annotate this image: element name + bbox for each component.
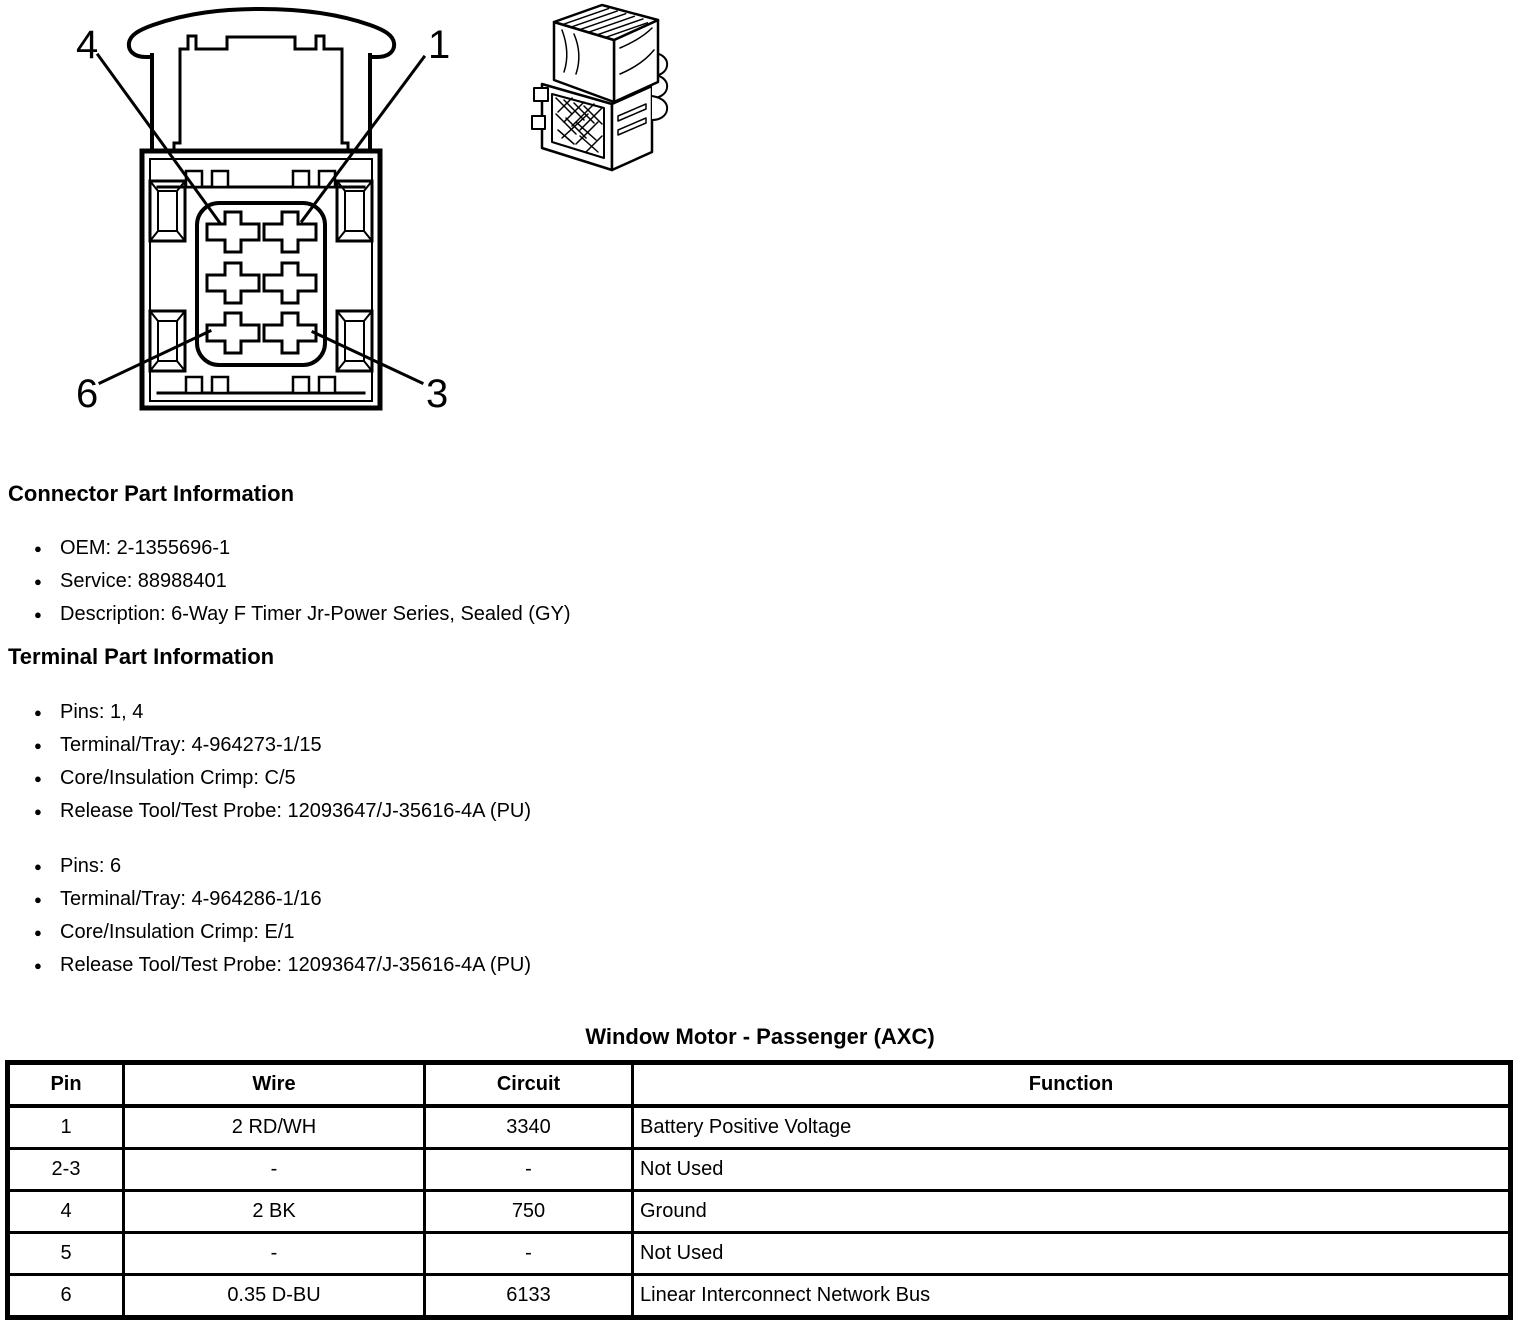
wire-cell: -: [124, 1233, 425, 1275]
wire-cell: -: [124, 1149, 425, 1191]
table-row: [8, 1106, 1511, 1149]
pin-cavity-3: [264, 313, 316, 353]
bullet-icon: ●: [34, 771, 42, 786]
list-item-release-tool: [30, 949, 531, 982]
table-row: [8, 1191, 1511, 1233]
table-row: [8, 1149, 1511, 1191]
pin-label-top-right: 1: [428, 23, 451, 67]
list-item-service: [30, 565, 571, 598]
connector-neck-outer: [152, 55, 370, 151]
circuit-cell: -: [425, 1233, 633, 1275]
list-item-text: Description: 6-Way F Timer Jr-Power Series, Sealed (GY): [60, 603, 571, 625]
circuit-cell: 6133: [425, 1275, 633, 1318]
circuit-cell: -: [425, 1149, 633, 1191]
connector-3d-view: [528, 2, 670, 180]
list-item-text: Release Tool/Test Probe: 12093647/J-35616-4A (PU): [60, 954, 532, 976]
circuit-cell: 3340: [425, 1106, 633, 1149]
list-item-text: Terminal/Tray: 4-964286-1/16: [60, 888, 322, 910]
bullet-icon: ●: [34, 574, 42, 589]
header-function: Function: [633, 1063, 1511, 1107]
pin-cell: 1: [8, 1106, 124, 1149]
leader-line-pin3: [313, 332, 422, 383]
leader-line-pin6: [100, 331, 210, 383]
bullet-icon: ●: [34, 958, 42, 973]
list-item-pins: [30, 696, 531, 729]
bullet-icon: ●: [34, 804, 42, 819]
connector-part-info-heading: Connector Part Information: [8, 481, 295, 506]
circuit-cell: 750: [425, 1191, 633, 1233]
bullet-icon: ●: [34, 859, 42, 874]
bullet-icon: ●: [34, 541, 42, 556]
list-item-description: [30, 598, 571, 631]
function-cell: Not Used: [633, 1233, 1511, 1275]
pin-cell: 4: [8, 1191, 124, 1233]
pin-cell: 2-3: [8, 1149, 124, 1191]
bullet-icon: ●: [34, 892, 42, 907]
list-item-oem: [30, 532, 571, 565]
list-item-core-crimp: [30, 762, 531, 795]
table-row: [8, 1233, 1511, 1275]
list-item-terminal-tray: [30, 729, 531, 762]
pin-label-bottom-right: 3: [426, 372, 449, 416]
header-wire: Wire: [124, 1063, 425, 1107]
side-latch-bottom-right: [337, 311, 372, 371]
table-title: Window Motor - Passenger (AXC): [585, 1024, 935, 1049]
pin-label-top-left: 4: [76, 23, 99, 67]
side-latch-top-right: [337, 181, 372, 241]
header-circuit: Circuit: [425, 1063, 633, 1107]
list-item-pins: [30, 850, 531, 883]
pin-cavity-2: [264, 263, 316, 303]
list-item-text: Pins: 1, 4: [60, 701, 144, 723]
table-row: [8, 1275, 1511, 1318]
bullet-icon: ●: [34, 738, 42, 753]
left-latch-upper: [534, 88, 548, 101]
connector-cap: [129, 9, 394, 57]
list-item-text: Core/Insulation Crimp: E/1: [60, 921, 295, 943]
wire-cell: 2 BK: [124, 1191, 425, 1233]
list-item-text: Pins: 6: [60, 855, 122, 877]
pin-cell: 6: [8, 1275, 124, 1318]
pin-cavity-5: [207, 263, 259, 303]
pin-label-bottom-left: 6: [76, 372, 99, 416]
terminal-part-info-heading: Terminal Part Information: [8, 644, 275, 669]
side-latch-top-left: [150, 181, 185, 241]
function-cell: Linear Interconnect Network Bus: [633, 1275, 1511, 1318]
table-header-row: [8, 1063, 1511, 1107]
pin-cell: 5: [8, 1233, 124, 1275]
list-item-core-crimp: [30, 916, 531, 949]
function-cell: Battery Positive Voltage: [633, 1106, 1511, 1149]
top-key-teeth: [186, 171, 335, 187]
left-latch-lower: [532, 116, 545, 129]
bullet-icon: ●: [34, 607, 42, 622]
connector-part-info-list: [30, 532, 571, 631]
list-item-text: Core/Insulation Crimp: C/5: [60, 767, 296, 789]
wire-cell: 0.35 D-BU: [124, 1275, 425, 1318]
list-item-terminal-tray: [30, 883, 531, 916]
list-item-text: Terminal/Tray: 4-964273-1/15: [60, 734, 322, 756]
wire-cell: 2 RD/WH: [124, 1106, 425, 1149]
terminal-info-group-2: [30, 850, 531, 982]
connector-face-diagram: [70, 5, 480, 430]
function-cell: Ground: [633, 1191, 1511, 1233]
bullet-icon: ●: [34, 705, 42, 720]
header-pin: Pin: [8, 1063, 124, 1107]
terminal-info-group-1: [30, 696, 531, 828]
pinout-table: [5, 1060, 1513, 1320]
pin-cavity-6: [207, 313, 259, 353]
pin-cavity-1: [264, 212, 316, 252]
list-item-text: OEM: 2-1355696-1: [60, 537, 231, 559]
side-latch-bottom-left: [150, 311, 185, 371]
function-cell: Not Used: [633, 1149, 1511, 1191]
bottom-key-teeth: [186, 377, 335, 393]
list-item-release-tool: [30, 795, 531, 828]
list-item-text: Service: 88988401: [60, 570, 227, 592]
bullet-icon: ●: [34, 925, 42, 940]
list-item-text: Release Tool/Test Probe: 12093647/J-35616-4A (PU): [60, 800, 532, 822]
connector-neck-inner: [174, 36, 348, 151]
